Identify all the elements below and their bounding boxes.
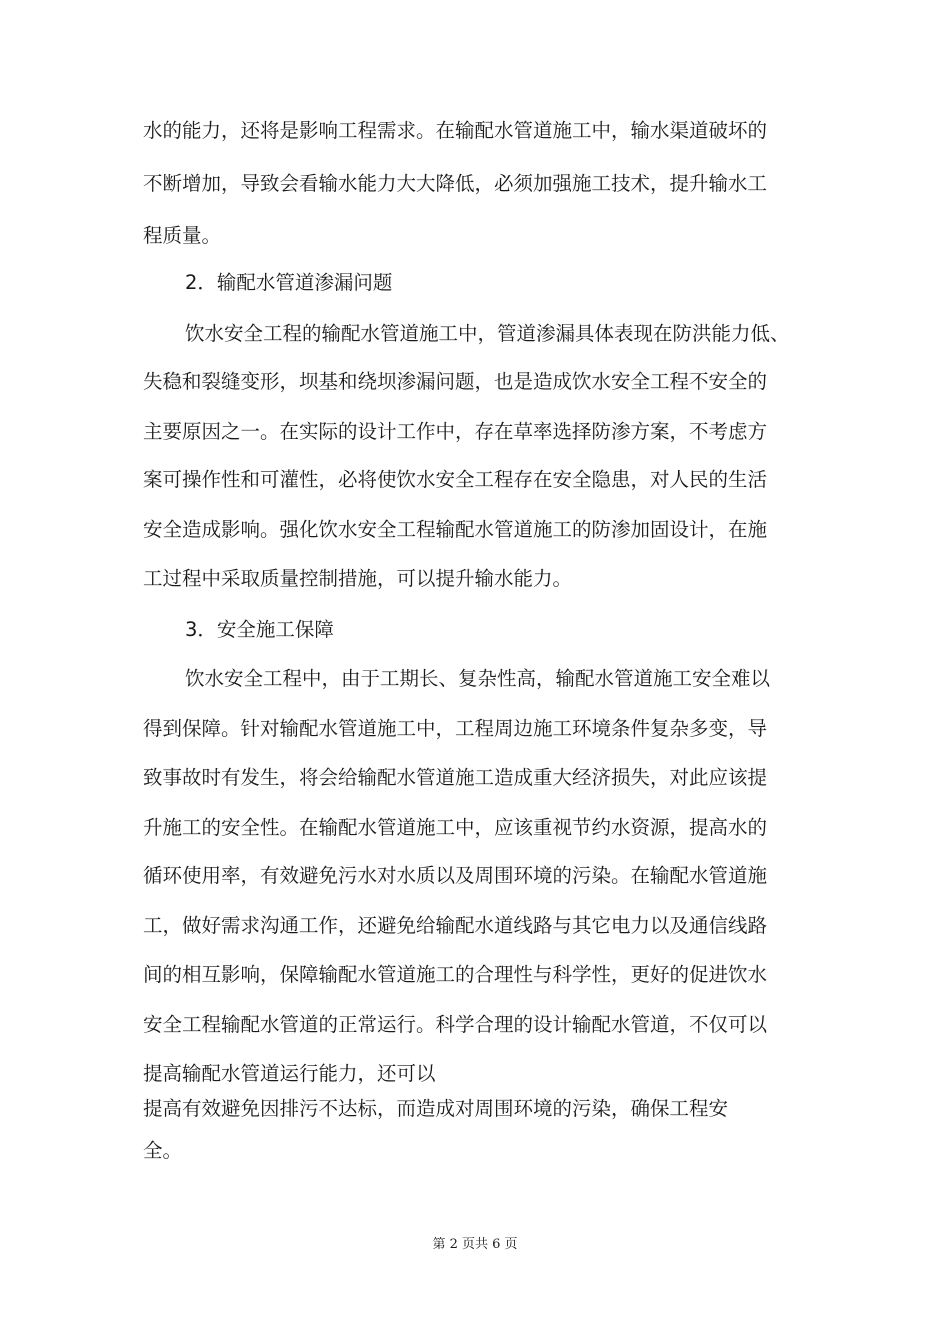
paragraph-line: 失稳和裂缝变形，坝基和绕坝渗漏问题，也是造成饮水安全工程不安全的 xyxy=(143,370,768,393)
paragraph-line: 工，做好需求沟通工作，还避免给输配水道线路与其它电力以及通信线路 xyxy=(143,914,768,937)
page-footer: 第 2 页共 6 页 xyxy=(432,1237,518,1252)
paragraph-line: 水的能力，还将是影响工程需求。在输配水管道施工中，输水渠道破坏的 xyxy=(143,119,768,142)
paragraph-line: 案可操作性和可灌性，必将使饮水安全工程存在安全隐患，对人民的生活 xyxy=(143,468,768,491)
paragraph-line: 升施工的安全性。在输配水管道施工中，应该重视节约水资源，提高水的 xyxy=(143,816,768,839)
paragraph-line: 安全工程输配水管道的正常运行。科学合理的设计输配水管道，不仅可以 xyxy=(143,1013,768,1036)
paragraph-line: 全。 xyxy=(143,1139,183,1162)
paragraph-line: 得到保障。针对输配水管道施工中，工程周边施工环境条件复杂多变，导 xyxy=(143,717,768,740)
paragraph-line: 间的相互影响，保障输配水管道施工的合理性与科学性，更好的促进饮水 xyxy=(143,963,768,986)
paragraph-line: 不断增加，导致会看输水能力大大降低，必须加强施工技术，提升输水工 xyxy=(143,172,768,195)
paragraph-line: 工过程中采取质量控制措施，可以提升输水能力。 xyxy=(143,567,573,590)
paragraph-line: 提高有效避免因排污不达标，而造成对周围环境的污染，确保工程安 xyxy=(143,1097,729,1120)
paragraph-line: 安全造成影响。强化饮水安全工程输配水管道施工的防渗加固设计，在施 xyxy=(143,518,768,541)
paragraph-line: 程质量。 xyxy=(143,224,222,247)
section-heading-2: 2．输配水管道渗漏问题 xyxy=(185,271,393,294)
paragraph-line: 主要原因之一。在实际的设计工作中，存在草率选择防渗方案，不考虑方 xyxy=(143,420,768,443)
paragraph-line: 提高输配水管道运行能力，还可以 xyxy=(143,1062,436,1085)
paragraph-line: 饮水安全工程的输配水管道施工中，管道渗漏具体表现在防洪能力低、 xyxy=(185,322,790,345)
paragraph-line: 循环使用率，有效避免污水对水质以及周围环境的污染。在输配水管道施 xyxy=(143,864,768,887)
paragraph-line: 致事故时有发生，将会给输配水管道施工造成重大经济损失，对此应该提 xyxy=(143,766,768,789)
section-heading-3: 3．安全施工保障 xyxy=(185,618,334,641)
paragraph-line: 饮水安全工程中，由于工期长、复杂性高，输配水管道施工安全难以 xyxy=(185,667,771,690)
